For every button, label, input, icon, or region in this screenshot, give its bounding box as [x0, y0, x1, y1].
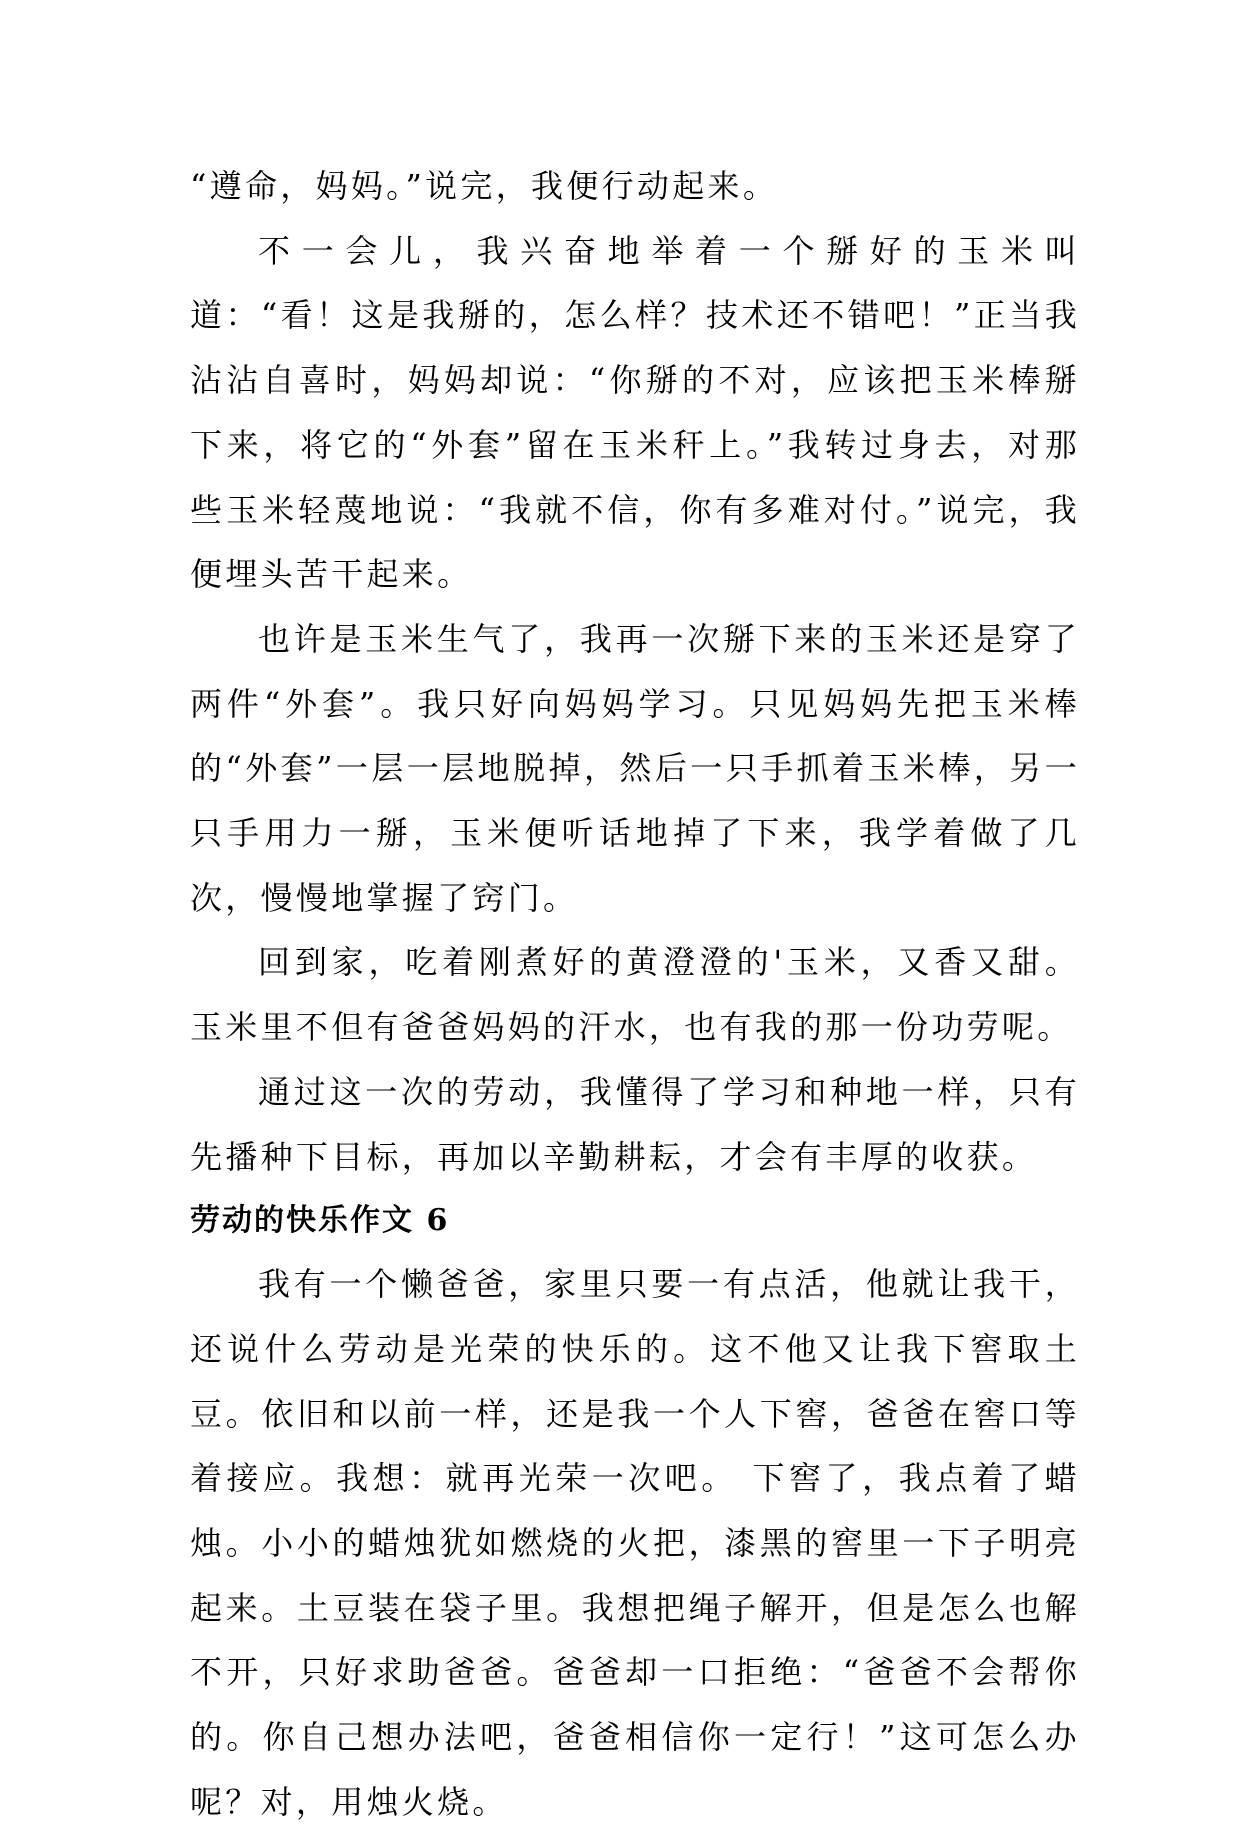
- paragraph-6: 我有一个懒爸爸，家里只要一有点活，他就让我干，还说什么劳动是光荣的快乐的。这不他又让我下窖取土豆。依旧和以前一样，还是我一个人下窖，爸爸在窖口等着接应。我想：就再光荣一次吧。 下窖了，我点着了蜡烛。小小的蜡烛犹如燃烧的火把，漆黑的窖里一下子明亮起来。土豆装在袋子里。我想把绳子解开，但是怎么也解不开，只好求助爸爸。爸爸却一口拒绝：“爸爸不会帮你的。你自己想办法吧，爸爸相信你一定行！”这可怎么办呢？对，用烛火烧。: [190, 1265, 1080, 1821]
- paragraph-1: “遵命，妈妈。”说完，我便行动起来。: [190, 167, 779, 205]
- paragraph-4: 回到家，吃着刚煮好的黄澄澄的'玉米，又香又甜。玉米里不但有爸爸妈妈的汗水，也有我的那一份功劳呢。: [190, 943, 1080, 1047]
- paragraph-2: 不一会儿，我兴奋地举着一个掰好的玉米叫道：“看！这是我掰的，怎么样？技术还不错吧！”正当我沾沾自喜时，妈妈却说：“你掰的不对，应该把玉米棒掰下来，将它的“外套”留在玉米秆上。”我转过身去，对那些玉米轻蔑地说：“我就不信，你有多难对付。”说完，我便埋头苦干起来。: [190, 231, 1080, 594]
- document-body: [190, 154, 1080, 1835]
- paragraph-5: 通过这一次的劳动，我懂得了学习和种地一样，只有先播种下目标，再加以辛勤耕耘，才会有丰厚的收获。: [190, 1072, 1080, 1176]
- section-heading: 劳动的快乐作文 6: [190, 1203, 450, 1239]
- paragraph-3: 也许是玉米生气了，我再一次掰下来的玉米还是穿了两件“外套”。我只好向妈妈学习。只见妈妈先把玉米棒的“外套”一层一层地脱掉，然后一只手抓着玉米棒，另一只手用力一掰，玉米便听话地掉了下来，我学着做了几次，慢慢地掌握了窍门。: [190, 619, 1080, 917]
